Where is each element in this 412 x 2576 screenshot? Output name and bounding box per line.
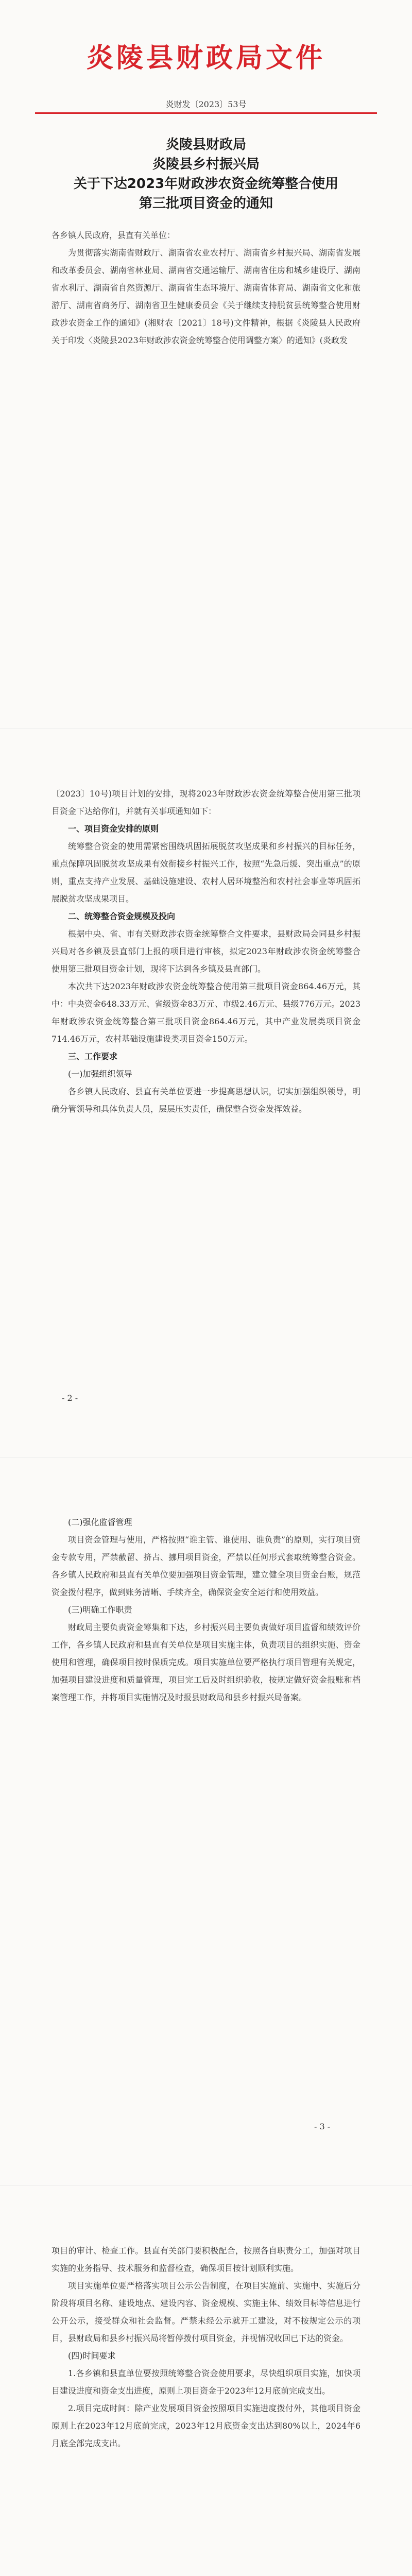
subsection-heading: (四)时间要求	[68, 2351, 116, 2361]
document-page-1	[0, 0, 412, 728]
paragraph: 项目实施单位要严格落实项目公示公告制度，在项目实施前、实施中、实施后分阶段将项目名称、建设地点、建设内容、资金规模、实施主体、绩效目标等信息进行公开公示，接受群众和社会监督。严禁未经公示就开工建设，对不按规定公示的项目，县财政局和县乡村振兴局将暂停拨付项目资金，并视情况收回已下达的资金。	[52, 2281, 360, 2343]
salutation: 各乡镇人民政府，县直有关单位：	[52, 230, 176, 240]
paragraph: 2.项目完成时间：除产业发展项目资金按照项目实施进度拨付外，其他项目资金原则上在2023年12月底前完成，2023年12月底资金支出达到80%以上，2024年6月底全部完成支出。	[52, 2403, 360, 2448]
title-line-3: 关于下达2023年财政涉农资金统筹整合使用	[73, 176, 339, 192]
page2-body	[52, 785, 360, 1118]
subsection-heading: (一)加强组织领导	[68, 1069, 132, 1079]
page-number: - 2 -	[62, 1393, 78, 1403]
title-line-2: 炎陵县乡村振兴局	[152, 157, 260, 172]
page1-body	[52, 227, 360, 349]
paragraph: 统筹整合资金的使用需紧密围绕巩固拓展脱贫攻坚成果和乡村振兴的目标任务，重点保障巩固脱贫攻坚成果有效衔接乡村振兴工作，按照“先急后缓、突出重点”的原则，重点支持产业发展、基础设施建设、农村人居环境整治和农村社会事业等巩固拓展脱贫攻坚成果项目。	[52, 841, 360, 904]
title-line-4: 第三批项目资金的通知	[139, 196, 273, 211]
paragraph: 财政局主要负责资金筹集和下达，乡村振兴局主要负责做好项目监督和绩效评价工作，各乡镇人民政府和县直有关单位是项目实施主体，负责项目的组织实施、资金使用和管理，确保项目按时保质完成。项目实施单位要严格执行项目管理有关规定，加强项目建设进度和质量管理，项目完工后及时组织验收，按规定做好资金报账和档案管理工作，并将项目实施情况及时报县财政局和县乡村振兴局备案。	[52, 1622, 360, 1702]
section-heading: 二、统筹整合资金规模及投向	[68, 911, 176, 921]
paragraph: 本次共下达2023年财政涉农资金统筹整合使用第三批项目资金864.46万元，其中：中央资金648.33万元、省级资金83万元、市级2.46万元、县级776万元。2023年财政涉农资金统筹整合第三批项目资金864.46万元，其中产业发展类项目资金714.46万元，农村基础设施建设类项目资金150万元。	[52, 981, 360, 1044]
page3-body	[52, 1514, 360, 1706]
subsection-heading: (三)明确工作职责	[68, 1605, 132, 1615]
paragraph: 为贯彻落实湖南省财政厅、湖南省农业农村厅、湖南省乡村振兴局、湖南省发展和改革委员会、湖南省林业局、湖南省交通运输厅、湖南省住房和城乡建设厅、湖南省水利厅、湖南省自然资源厅、湖南省生态环境厅、湖南省体育局、湖南省文化和旅游厅、湖南省商务厅、湖南省卫生健康委员会《关于继续支持脱贫县统筹整合使用财政涉农资金工作的通知》(湘财农〔2021〕18号)文件精神，根据《炎陵县人民政府关于印发〈炎陵县2023年财政涉农资金统筹整合使用调整方案〉的通知》(炎政发	[52, 248, 360, 345]
paragraph: 〔2023〕10号)项目计划的安排，现将2023年财政涉农资金统筹整合使用第三批项目资金下达给你们，并就有关事项通知如下：	[52, 789, 360, 816]
document-page-4	[0, 2185, 412, 2576]
title-line-1: 炎陵县财政局	[165, 137, 246, 152]
page-divider	[0, 2185, 412, 2186]
document-page-3	[0, 1457, 412, 2185]
section-heading: 三、工作要求	[68, 1052, 118, 1061]
subsection-heading: (二)强化监督管理	[68, 1517, 132, 1527]
paragraph: 项目的审计、检查工作。县直有关部门要积极配合，按照各自职责分工，加强对项目实施的业务指导、技术服务和监督检查，确保项目按计划顺利实施。	[52, 2246, 360, 2273]
document-title	[0, 135, 412, 213]
page4-body	[52, 2242, 360, 2452]
masthead-title: 炎陵县财政局文件	[86, 42, 325, 74]
document-page-2	[0, 728, 412, 1457]
page-divider	[0, 1457, 412, 1458]
paragraph: 项目资金管理与使用，严格按照“谁主管、谁使用、谁负责”的原则，实行项目资金专款专用，严禁截留、挤占、挪用项目资金，严禁以任何形式套取统筹整合资金。各乡镇人民政府和县直有关单位要加强项目资金管理，建立健全项目资金台账，规范资金拨付程序，做到账务清晰、手续齐全，确保资金安全运行和使用效益。	[52, 1535, 360, 1597]
section-heading: 一、项目资金安排的原则	[68, 824, 159, 834]
document-number: 炎财发〔2023〕53号	[165, 99, 247, 109]
paragraph: 1.各乡镇和县直单位要按照统筹整合资金使用要求，尽快组织项目实施，加快项目建设进度和资金支出进度，原则上项目资金于2023年12月底前完成支出。	[52, 2368, 360, 2396]
red-divider	[35, 112, 377, 114]
page-number: - 3 -	[314, 2122, 331, 2131]
paragraph: 根据中央、省、市有关财政涉农资金统筹整合文件要求，县财政局会同县乡村振兴局对各乡镇及县直部门上报的项目进行审核，拟定2023年财政涉农资金统筹整合使用第三批项目资金计划，现将下达到各乡镇及县直部门。	[52, 929, 360, 974]
paragraph: 各乡镇人民政府、县直有关单位要进一步提高思想认识，切实加强组织领导，明确分管领导和具体负责人员，层层压实责任，确保整合资金发挥效益。	[52, 1087, 360, 1114]
page-divider	[0, 728, 412, 729]
